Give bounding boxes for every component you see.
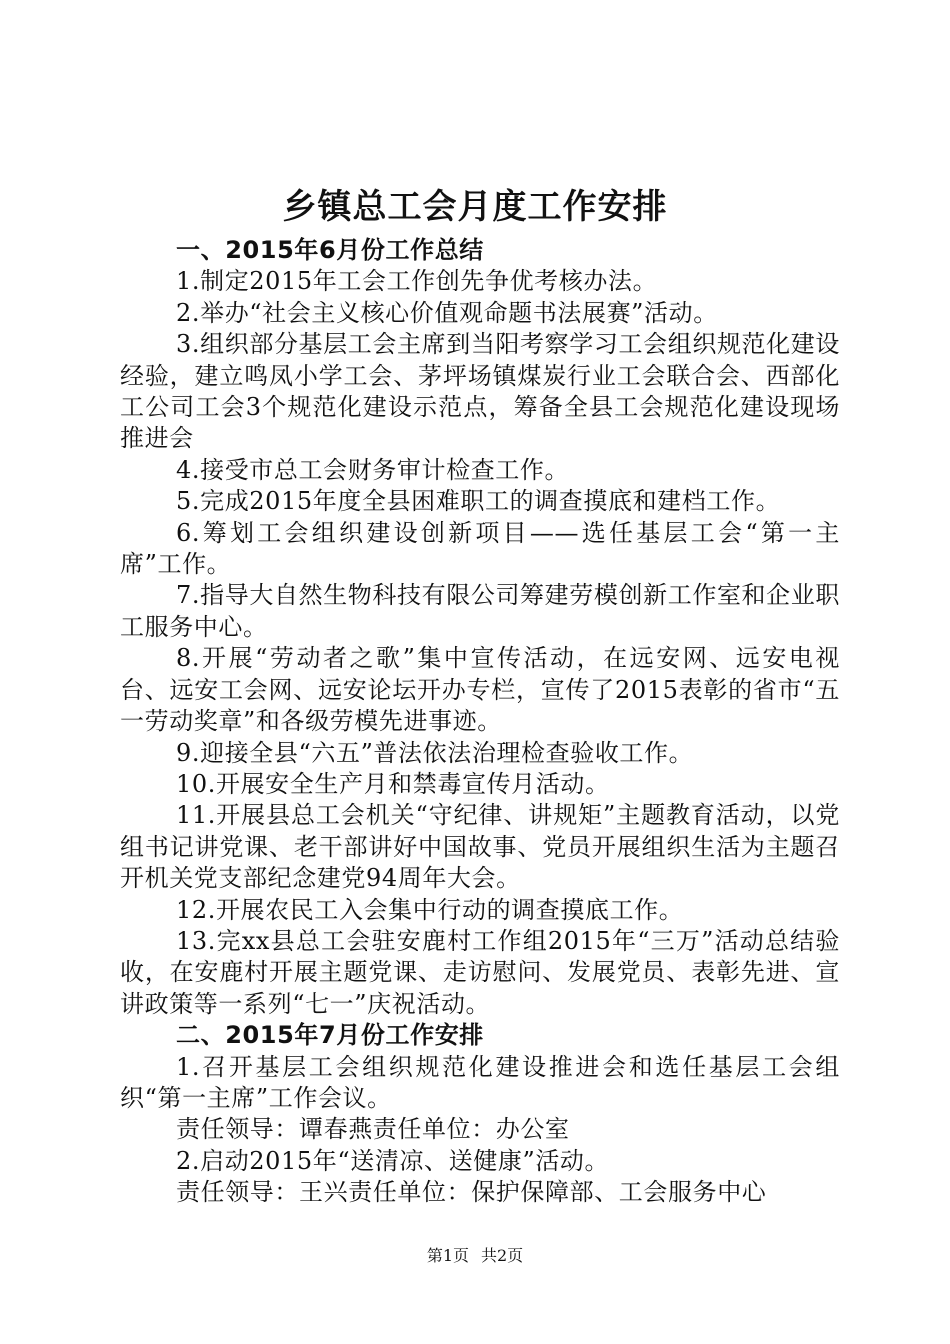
paragraph: 12.开展农民工入会集中行动的调查摸底工作。 [176, 895, 684, 924]
paragraph: 11.开展县总工会机关“守纪律、讲规矩”主题教育活动，以党组书记讲党课、老干部讲好中国故事、党员开展组织生活为主题召开机关党支部纪念建党94周年大会。 [120, 801, 840, 893]
paragraph: 1.制定2015年工会工作创先争优考核办法。 [176, 267, 658, 296]
paragraph: 13.完xx县总工会驻安鹿村工作组2015年“三万”活动总结验收，在安鹿村开展主题党课、走访慰问、发展党员、表彰先进、宣讲政策等一系列“七一”庆祝活动。 [120, 926, 840, 1018]
section-heading: 一、2015年6月份工作总结 [176, 236, 484, 264]
paragraph: 6.筹划工会组织建设创新项目——选任基层工会“第一主席”工作。 [120, 518, 840, 579]
paragraph: 2.启动2015年“送清凉、送健康”活动。 [176, 1146, 610, 1175]
paragraph: 1.召开基层工会组织规范化建设推进会和选任基层工会组织“第一主席”工作会议。 [120, 1052, 840, 1112]
paragraph: 5.完成2015年度全县困难职工的调查摸底和建档工作。 [176, 487, 781, 516]
paragraph: 7.指导大自然生物科技有限公司筹建劳模创新工作室和企业职工服务中心。 [120, 581, 840, 641]
section-heading: 二、2015年7月份工作安排 [176, 1021, 484, 1050]
paragraph: 2.举办“社会主义核心价值观命题书法展赛”活动。 [176, 298, 718, 327]
paragraph: 3.组织部分基层工会主席到当阳考察学习工会组织规范化建设经验，建立鸣凤小学工会、茅坪场镇煤炭行业工会联合会、西部化工公司工会3个规范化建设示范点，筹备全县工会规范化建设现场推进会 [120, 330, 840, 453]
paragraph: 4.接受市总工会财务审计检查工作。 [176, 455, 570, 484]
paragraph: 8.开展“劳动者之歌”集中宣传活动，在远安网、远安电视台、远安工会网、远安论坛开办专栏，宣传了2015表彰的省市“五一劳动奖章”和各级劳模先进事迹。 [120, 644, 840, 736]
document-body [120, 235, 840, 1209]
paragraph: 9.迎接全县“六五”普法依法治理检查验收工作。 [176, 738, 694, 767]
page-footer [0, 1245, 950, 1267]
page-number: 第1页 [426, 1246, 469, 1265]
paragraph: 10.开展安全生产月和禁毒宣传月活动。 [176, 769, 610, 798]
paragraph: 责任领导：王兴责任单位：保护保障部、工会服务中心 [176, 1178, 767, 1207]
document-title: 乡镇总工会月度工作安排 [282, 187, 668, 227]
page-total: 共2页 [481, 1246, 524, 1265]
paragraph: 责任领导：谭春燕责任单位：办公室 [176, 1115, 570, 1144]
